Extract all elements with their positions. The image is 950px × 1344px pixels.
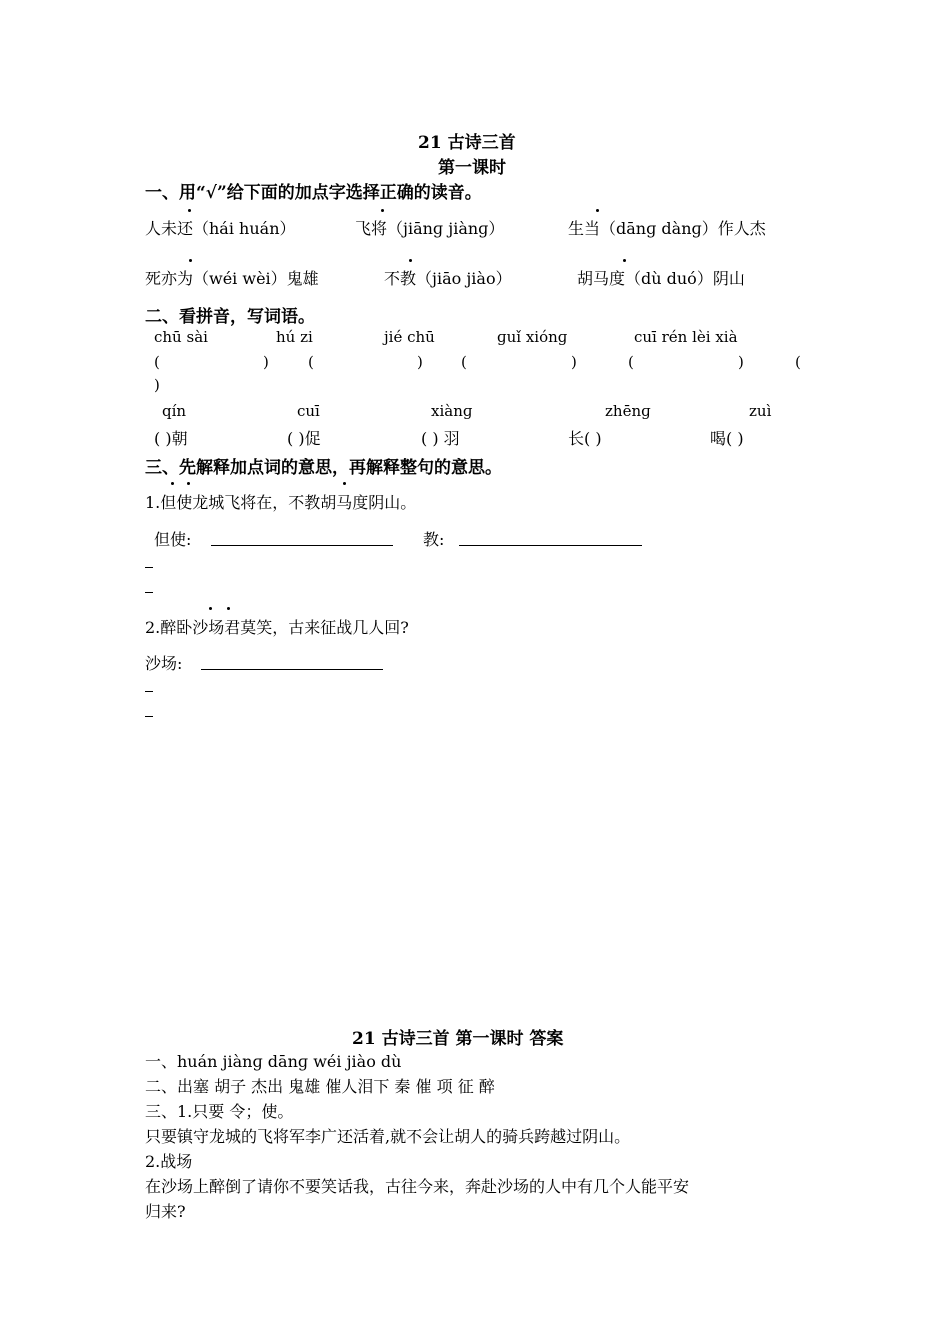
answer-line-2: 二、出塞 胡子 杰出 鬼雄 催人泪下 秦 催 项 征 醉 <box>145 1077 495 1096</box>
q1-item: 飞将（jiānɡ jiànɡ） <box>355 219 505 238</box>
answer-line <box>201 669 383 670</box>
pinyin: qín <box>162 402 187 420</box>
pinyin: zuì <box>749 402 772 420</box>
pinyin: chū sài <box>154 328 208 346</box>
pinyin: jié chū <box>384 328 435 346</box>
fill-blank: ( )朝 <box>154 429 188 448</box>
answer-label: 但使: <box>154 530 192 549</box>
answer-dash <box>145 716 153 717</box>
fill-blank: 长( ) <box>568 429 602 448</box>
answer-line-3: 三、1.只要 令；使。 <box>145 1102 294 1121</box>
q1-item: 生当（dānɡ dànɡ）作人杰 <box>568 219 766 238</box>
q3-heading: 三、先解释加点词的意思，再解释整句的意思。 <box>145 458 502 478</box>
emphasis-dot <box>381 209 384 212</box>
pinyin: ɡuǐ xiónɡ <box>497 328 568 346</box>
answer-line <box>211 545 393 546</box>
blank-paren: ) <box>263 353 269 371</box>
emphasis-dot <box>409 259 412 262</box>
answer-dash <box>145 567 153 568</box>
fill-blank: ( ) 羽 <box>421 429 460 448</box>
emphasis-dot <box>343 482 346 485</box>
q1-item: 不教（jiāo jiào） <box>384 269 512 288</box>
emphasis-dot <box>189 259 192 262</box>
blank-paren: ) <box>154 376 160 394</box>
q2-heading: 二、看拼音，写词语。 <box>145 307 315 327</box>
answer-dash <box>145 691 153 692</box>
q3-item-2: 2.醉卧沙场君莫笑，古来征战几人回? <box>145 618 409 637</box>
fill-blank: 喝( ) <box>710 429 744 448</box>
emphasis-dot <box>623 259 626 262</box>
emphasis-dot <box>171 482 174 485</box>
answer-line-5: 2.战场 <box>145 1152 193 1171</box>
blank-paren: ) <box>417 353 423 371</box>
pinyin: cuī rén lèi xià <box>634 328 738 346</box>
emphasis-dot <box>596 209 599 212</box>
q3-item-1: 1.但使龙城飞将在，不教胡马度阴山。 <box>145 493 417 512</box>
fill-blank: ( )促 <box>287 429 321 448</box>
answer-label: 沙场: <box>145 654 183 673</box>
answer-line-1: 一、huán jiànɡ dānɡ wéi jiào dù <box>145 1052 402 1071</box>
q1-item: 胡马度（dù duó）阴山 <box>577 269 745 288</box>
emphasis-dot <box>188 209 191 212</box>
answer-line-7: 归来? <box>145 1202 186 1221</box>
q1-item: 人未还（hái huán） <box>145 219 296 238</box>
answer-dash <box>145 592 153 593</box>
answer-line-4: 只要镇守龙城的飞将军李广还活着,就不会让胡人的骑兵跨越过阴山。 <box>145 1127 631 1146</box>
answer-label: 教: <box>423 530 445 549</box>
blank-paren: ) <box>571 353 577 371</box>
blank-paren: ) <box>738 353 744 371</box>
pinyin: zhēnɡ <box>605 402 651 420</box>
answer-line <box>459 545 642 546</box>
blank-paren: ( <box>461 353 467 371</box>
worksheet-title: 21 古诗三首 <box>418 133 516 153</box>
emphasis-dot <box>209 607 212 610</box>
q1-item: 死亦为（wéi wèi）鬼雄 <box>145 269 319 288</box>
q1-heading: 一、用“√”给下面的加点字选择正确的读音。 <box>145 183 482 203</box>
emphasis-dot <box>227 607 230 610</box>
pinyin: cuī <box>297 402 320 420</box>
pinyin: hú zi <box>276 328 313 346</box>
blank-paren: ( <box>795 353 801 371</box>
blank-paren: ( <box>308 353 314 371</box>
worksheet-subtitle: 第一课时 <box>438 158 506 178</box>
blank-paren: ( <box>154 353 160 371</box>
answer-line-6: 在沙场上醉倒了请你不要笑话我，古往今来，奔赴沙场的人中有几个人能平安 <box>145 1177 690 1196</box>
blank-paren: ( <box>628 353 634 371</box>
emphasis-dot <box>187 482 190 485</box>
answer-title: 21 古诗三首 第一课时 答案 <box>352 1029 564 1049</box>
pinyin: xiànɡ <box>431 402 473 420</box>
